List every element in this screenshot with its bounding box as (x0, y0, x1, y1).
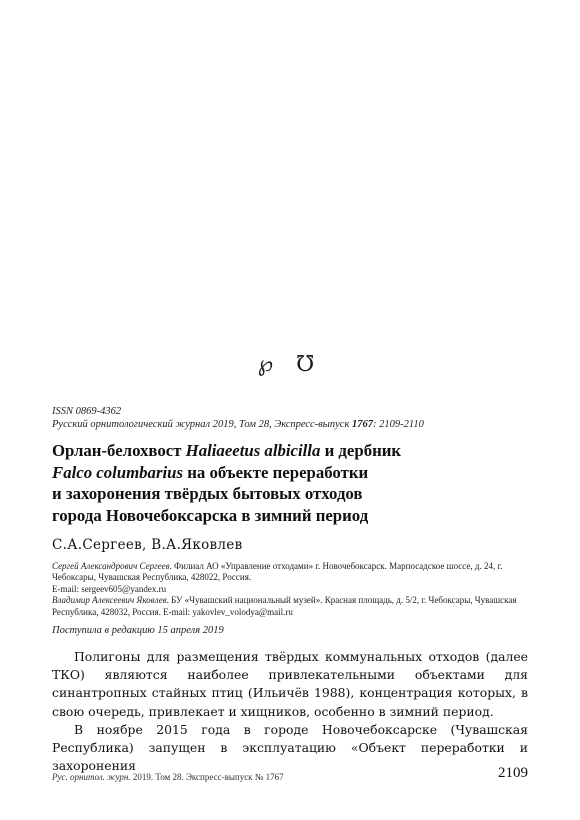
species-name-2: Falco columbarius (52, 462, 184, 482)
author-name-1: Сергей Александрович Сергеев (52, 561, 170, 571)
affiliations (52, 561, 528, 618)
ornament-glyphs: ℘ ℧ (257, 352, 323, 377)
author-name-2: Владимир Алексеевич Яковлев (52, 595, 167, 606)
species-name-1: Haliaeetus albicilla (185, 441, 321, 460)
affiliation-2 (52, 595, 528, 618)
authors-line: С.А.Сергеев, В.А.Яковлев (52, 537, 243, 553)
affiliation-2-text: . БУ «Чувашский национальный музей». Красная площадь, д. 5/2, г. Чебоксары, Чувашская Республика, 428032, Россия. E-mail: yakovlev_volodya@mail.ru (52, 595, 517, 617)
title-part3: на объекте переработки (183, 462, 369, 482)
affiliation-1 (52, 561, 528, 595)
title-line4: города Новочебоксарска в зимний период (52, 505, 369, 525)
article-body (52, 648, 528, 775)
title-part1: Орлан-белохвост (52, 441, 186, 460)
journal-citation-start: Русский орнитологический журнал 2019, Том 28, Экспресс-выпуск (52, 419, 352, 430)
received-date: Поступила в редакцию 15 апреля 2019 (52, 625, 224, 636)
footer-citation (52, 772, 284, 782)
journal-citation-pages: : 2109-2110 (373, 419, 424, 430)
journal-citation (52, 418, 528, 431)
title-part2: и дербник (320, 441, 402, 460)
affiliation-1-text: . Филиал АО «Управление отходами» г. Новочебоксарск. Марпосадское шоссе, д. 24, г. Чебоксары, Чувашская Республика, 428022, Россия. (52, 561, 503, 583)
page-number: 2109 (498, 765, 528, 781)
body-paragraph-1: Полигоны для размещения твёрдых коммунальных отходов (далее ТКО) являются наиболее привлекательными объектами для синантропных стайных птиц (Ильичёв 1988), концентрация которых, в свою очередь, привлекает и хищников, особенно в зимний период. (52, 649, 528, 719)
footer-details: 2019. Том 28. Экспресс-выпуск № 1767 (130, 772, 284, 782)
issue-number: 1767 (352, 419, 373, 430)
title-line3: и захоронения твёрдых бытовых отходов (52, 484, 363, 503)
issn-block (52, 405, 528, 431)
article-title (52, 440, 528, 526)
body-paragraph-2: В ноябре 2015 года в городе Новочебоксарске (Чувашская Республика) запущен в эксплуатацию «Объект переработки и захоронения (52, 721, 528, 774)
issn-number: ISSN 0869-4362 (52, 406, 122, 417)
footer-journal: Рус. орнитол. журн. (52, 772, 131, 782)
author-email-1[interactable]: E-mail: sergeev605@yandex.ru (52, 583, 167, 594)
